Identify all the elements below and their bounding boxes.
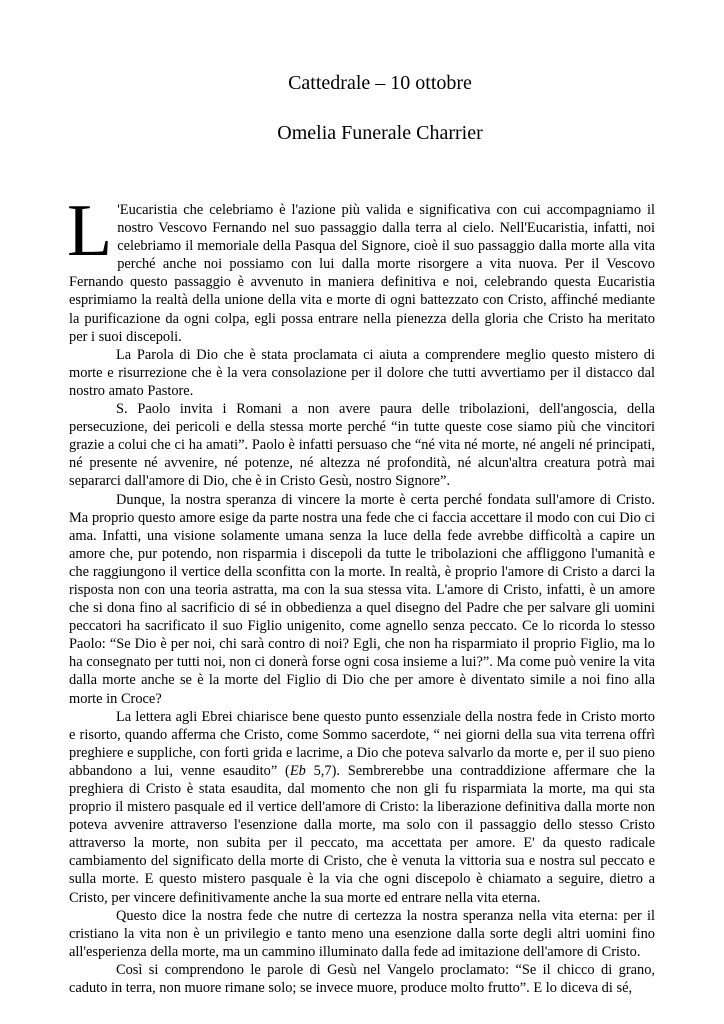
paragraph-3: S. Paolo invita i Romani a non avere paura delle tribolazioni, dell'angoscia, della persecuzione, dei pericoli e della stessa morte perché “in tutte queste cose siamo più che vincitori grazie a colui che ci ha amati”. Paolo è infatti persuaso che “né vita né morte, né angeli né principati, né presente né avvenire, né potenze, né altezza né profondità, né alcun'altra creatura potrà mai separarci dall'amore di Dio, che è in Cristo Gesù, nostro Signore”. — [69, 401, 655, 490]
paragraph-5-text-b: 5,7). Sembrerebbe una contraddizione affermare che la preghiera di Cristo è stata esaudita, dal momento che non gli fu risparmiata la morte, ma qui sta proprio il mistero pasquale ed il vertice dell'amore di Cristo: la liberazione definitiva dalla morte non poteva avvenire attraverso l'esenzione dalla morte, ma solo con il passaggio dello stesso Cristo attraverso la morte, non subita per il peccato, ma accettata per amore. E' da questo radicale cambiamento del significato della morte di Cristo, che è venuta la vittoria sua e nostra sul peccato e sulla morte. E questo mistero pasquale è la via che ogni discepolo è chiamato a seguire, dietro a Cristo, per vincere definitivamente anche la sua morte ed entrare nella vita eterna. — [69, 762, 655, 906]
paragraph-6: Questo dice la nostra fede che nutre di certezza la nostra speranza nella vita eterna: per il cristiano la vita non è un privilegio e tanto meno una esenzione dalla sorte degli altri uomini fino all'esperienza della morte, ma un cammino illuminato dalla fede ad imitazione dell'amore di Cristo. — [69, 907, 655, 960]
paragraph-4: Dunque, la nostra speranza di vincere la morte è certa perché fondata sull'amore di Cristo. Ma proprio questo amore esige da parte nostra una fede che ci faccia accettare il modo con cui Dio ci ama. Infatti, una visione solamente umana senza la luce della fede avrebbe difficoltà a capire un amore che, pur potendo, non risparmia i discepoli da tutte le tribolazioni che affliggono l'umanità e che raggiungono il vertice della sconfitta con la morte. In realtà, è proprio l'amore di Cristo a darci la risposta non con una teoria astratta, ma con la sua stessa vita. L'amore di Cristo, infatti, è un amore che si dona fino al sacrificio di sé in obbedienza a quel disegno del Padre che per salvare gli uomini peccatori ha sacrificato il suo Figlio unigenito, come agnello senza peccato. Ce lo ricorda lo stesso Paolo: “Se Dio è per noi, chi sarà contro di noi? Egli, che non ha risparmiato il proprio Figlio, ma lo ha consegnato per tutti noi, non ci donerà forse ogni cosa insieme a lui?”. Ma come può venire la vita dalla morte anche se è la morte del Figlio di Dio che per amore è diventato simile a noi fino alla morte in Croce? — [69, 491, 655, 707]
homily-body — [67, 190, 655, 997]
date-heading: Cattedrale – 10 ottobre — [288, 72, 472, 94]
paragraph-1-text: 'Eucaristia che celebriamo è l'azione più valida e significativa con cui accompagniamo il nostro Vescovo Fernando nel suo passaggio dalla terra al cielo. Nell'Eucaristia, infatti, noi celebriamo il memoriale della Pasqua del Signore, cioè il suo passaggio dalla morte alla vita perché anche noi possiamo con lui dalla morte risorgere a vita nuova. Per il Vescovo Fernando questo passaggio è avvenuto in maniera definitiva e noi, celebrando questa Eucaristia esprimiamo la realtà della unione della vita e morte di ogni battezzato con Cristo, affinché mediante la purificazione da ogni colpa, egli possa entrare nella pienezza della gloria che Cristo ha meritato per i suoi discepoli. — [69, 202, 655, 345]
paragraph-7: Così si comprendono le parole di Gesù nel Vangelo proclamato: “Se il chicco di grano, caduto in terra, non muore rimane solo; se invece muore, produce molto frutto”. E lo diceva di sé, — [69, 961, 655, 997]
paragraph-5 — [69, 708, 655, 907]
paragraph-2: La Parola di Dio che è stata proclamata ci aiuta a comprendere meglio questo mistero di morte e risurrezione che è la vera consolazione per il dolore che tutti avvertiamo per il distacco dal nostro amato Pastore. — [69, 346, 655, 399]
scripture-reference: Eb — [289, 762, 306, 779]
paragraph-1 — [67, 190, 655, 346]
homily-title: Omelia Funerale Charrier — [277, 122, 483, 144]
drop-cap: L — [67, 190, 113, 272]
paragraph-5-text-a: La lettera agli Ebrei chiarisce bene questo punto essenziale della nostra fede in Cristo morto e risorto, quando afferma che Cristo, come Sommo sacerdote, “ nei giorni della sua vita terrena offrì preghiere e suppliche, con forti grida e lacrime, a Dio che poteva salvarlo da morte e, per il suo pieno abbandono a lui, venne esaudito” ( — [69, 708, 655, 779]
